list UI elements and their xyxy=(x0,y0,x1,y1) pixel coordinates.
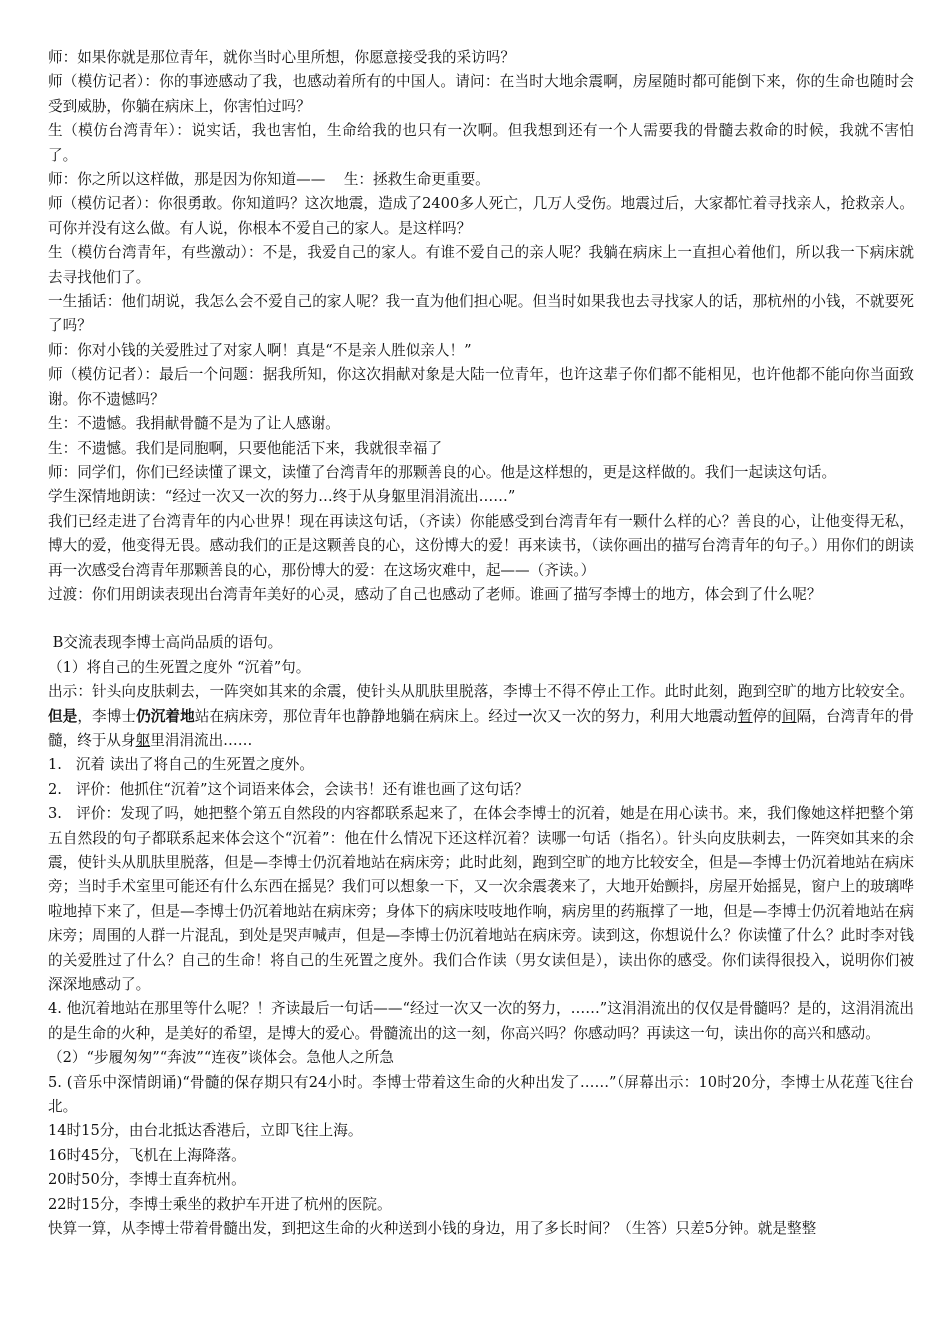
list-item: 3. 评价：发现了吗，她把整个第五自然段的内容都联系起来了，在体会李博士的沉着，她是在用心读书。来，我们像她这样把整个第五自然段的句子都联系起来体会这个“沉着”：他在什么情况下还这样沉着？读哪一句话（指名）。针头向皮肤刺去，一阵突如其来的余震，使针头从肌肤里脱落，但是—李博士仍沉着地站在病床旁；此时此刻，跑到空旷的地方比较安全，但是—李博士仍沉着地站在病床旁；当时手术室里可能还有什么东西在摇晃？我们可以想象一下，又一次余震袭来了，大地开始颤抖，房屋开始摇晃，窗户上的玻璃哗啦地掉下来了，但是—李博士仍沉着地站在病床旁；身体下的病床吱吱地作响，病房里的药瓶撑了一地，但是—李博士仍沉着地站在病床旁；周围的人群一片混乱，到处是哭声喊声，但是—李博士仍沉着地站在病床旁。读到这，你想说什么？你读懂了什么？此时李对钱的关爱胜过了什么？自己的生命！将自己的生死置之度外。我们合作读（男女读但是），读出你的感受。你们读得很投入，说明你们被深深地感动了。 xyxy=(48,805,914,994)
passage-text: 次又一次的努力，利用大地震动 xyxy=(532,707,738,725)
subsection-heading: （1）将自己的生死置之度外 “沉着”句。 xyxy=(48,658,311,676)
paragraph: 生（模仿台湾青年）：说实话，我也害怕，生命给我的也只有一次啊。但我想到还有一个人需要我的骨髓去救命的时候，我就不害怕了。 xyxy=(48,122,914,164)
paragraph: 一生插话：他们胡说，我怎么会不爱自己的家人呢？我一直为他们担心呢。但当时如果我也去寻找家人的话，那杭州的小钱，不就要死了吗？ xyxy=(48,293,914,335)
blank-line xyxy=(48,607,914,631)
paragraph: 师（模仿记者）：你的事迹感动了我，也感动着所有的中国人。请问：在当时大地余震啊，房屋随时都可能倒下来，你的生命也随时会受到威胁，你躺在病床上，你害怕过吗？ xyxy=(48,73,914,115)
list-item: 5. (音乐中深情朗诵)“骨髓的保存期只有24小时。李博士带着这生命的火种出发了……”（屏幕出示：10时20分，李博士从花莲飞往台北。 xyxy=(48,1073,914,1116)
paragraph: 生：不遗憾。我们是同胞啊，只要他能活下来，我就很幸福了 xyxy=(48,439,443,457)
passage-text: 里涓涓流出…… xyxy=(150,731,253,749)
paragraph: 生：不遗憾。我捐献骨髓不是为了让人感谢。 xyxy=(48,415,340,433)
list-item: 2. 评价：他抓住“沉着”这个词语来体会，会读书！还有谁也画了这句话？ xyxy=(48,780,529,798)
timeline-entry: 14时15分，由台北抵达香港后，立即飞往上海。 xyxy=(48,1122,363,1140)
passage-text: 停的 xyxy=(752,707,782,725)
section-b-heading: B交流表现李博士高尚品质的语句。 xyxy=(48,634,283,652)
bold-text: 仍沉着地 xyxy=(136,707,195,725)
paragraph: 快算一算，从李博士带着骨髓出发，到把这生命的火种送到小钱的身边，用了多长时间？（生答）只差5分钟。就是整整 xyxy=(48,1220,817,1238)
paragraph: 师（模仿记者）：你很勇敢。你知道吗？这次地震，造成了2400多人死亡，几万人受伤。地震过后，大家都忙着寻找亲人，抢救亲人。可你并没有这么做。有人说，你根本不爱自己的家人。是这样吗？ xyxy=(48,195,914,237)
bold-text: 但是 xyxy=(48,707,78,725)
passage-text: 站在病床旁，那位青年也静静地躺在病床上。经过 xyxy=(194,707,518,725)
paragraph: 学生深情地朗读：“经过一次又一次的努力…终于从身躯里涓涓流出……” xyxy=(48,488,516,506)
timeline-entry: 22时15分，李博士乘坐的救护车开进了杭州的医院。 xyxy=(48,1195,392,1213)
list-item: 1. 沉着 读出了将自己的生死置之度外。 xyxy=(48,756,314,774)
paragraph: 师：如果你就是那位青年，就你当时心里所想，你愿意接受我的采访吗？ xyxy=(48,49,516,66)
subsection-heading: （2）“步履匆匆”“奔波”“连夜”谈体会。急他人之所急 xyxy=(48,1049,394,1067)
paragraph: 师（模仿记者）：最后一个问题：据我所知，你这次捐献对象是大陆一位青年，也许这辈子你们都不能相见，也许他都不能向你当面致谢。你不遗憾吗？ xyxy=(48,366,914,408)
paragraph: 我们已经走进了台湾青年的内心世界！现在再读这句话，（齐读）你能感受到台湾青年有一颗什么样的心？善良的心，让他变得无私，博大的爱，他变得无畏。感动我们的正是这颗善良的心，这份博大的爱！再来读书，（读你画出的描写台湾青年的句子。）用你们的朗读再一次感受台湾青年那颗善良的心，那份博大的爱：在这场灾难中，起——（齐读。） xyxy=(48,512,914,579)
paragraph: 师：同学们，你们已经读懂了课文，读懂了台湾青年的那颗善良的心。他是这样想的，更是这样做的。我们一起读这句话。 xyxy=(48,463,837,481)
underlined-text: 间 xyxy=(781,707,797,725)
list-item: 4. 他沉着地站在那里等什么呢？！齐读最后一句话——“经过一次又一次的努力，……”这涓涓流出的仅仅是骨髓吗？是的，这涓涓流出的是生命的火种，是美好的希望，是博大的爱心。骨髓流出的这一刻，你高兴吗？你感动吗？再读这一句，读出你的高兴和感动。 xyxy=(48,1000,914,1042)
paragraph: 过渡：你们用朗读表现出台湾青年美好的心灵，感动了自己也感动了老师。谁画了描写李博士的地方，体会到了什么呢？ xyxy=(48,585,822,603)
passage-text: ，李博士 xyxy=(77,707,137,725)
timeline-entry: 16时45分，飞机在上海降落。 xyxy=(48,1146,246,1164)
paragraph: 生（模仿台湾青年，有些激动）：不是，我爱自己的家人。有谁不爱自己的亲人呢？我躺在病床上一直担心着他们，所以我一下病床就去寻找他们了。 xyxy=(48,244,914,286)
paragraph: 师：你之所以这样做，那是因为你知道—— 生：拯救生命更重要。 xyxy=(48,171,490,189)
underlined-text: 躯 xyxy=(135,731,151,749)
document-page xyxy=(48,46,914,1242)
underlined-text: 暂 xyxy=(737,707,753,725)
passage-text: 隔，台湾青年的骨髓，终于从身 xyxy=(48,707,914,749)
timeline-entry: 20时50分，李博士直奔杭州。 xyxy=(48,1171,246,1189)
passage-text: 出示：针头向皮肤刺去，一阵突如其来的余震，使针头从肌肤里脱落，李博士不得不停止工作。此时此刻，跑到空旷的地方比较安全。 xyxy=(48,683,914,701)
bold-text: 一 xyxy=(517,707,533,725)
quoted-passage xyxy=(48,680,914,753)
paragraph: 师：你对小钱的关爱胜过了对家人啊！真是“不是亲人胜似亲人！” xyxy=(48,341,472,359)
